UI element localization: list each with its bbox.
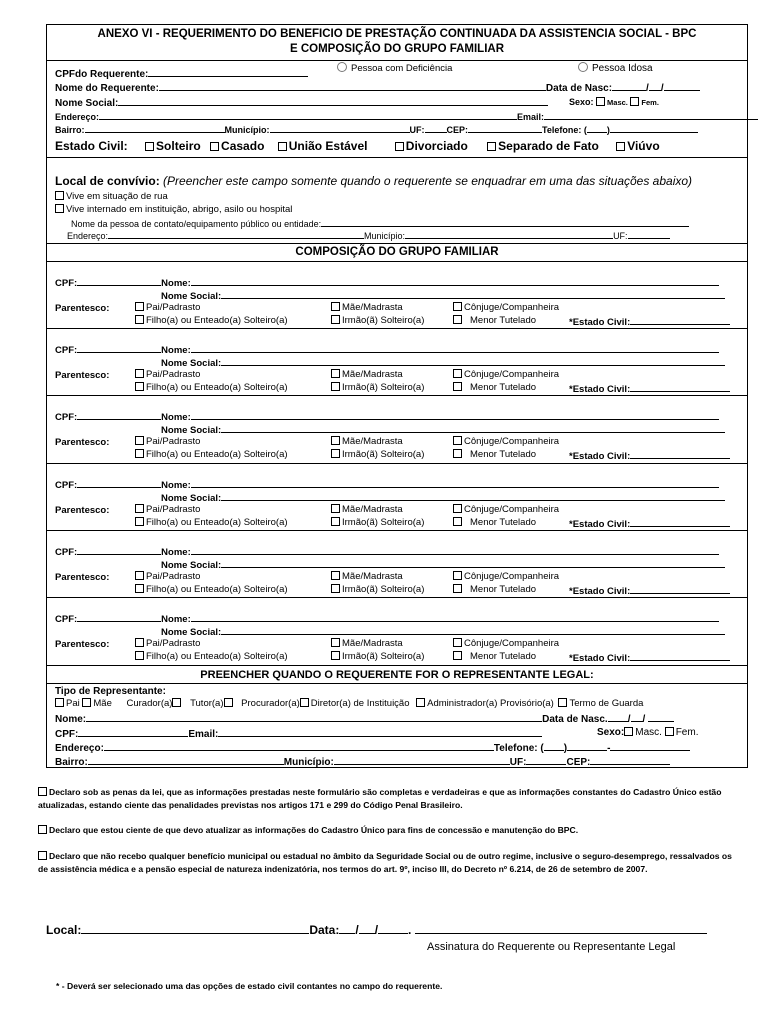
parentesco-filho-checkbox[interactable] bbox=[135, 517, 144, 526]
parentesco-irmao-label: Irmão(ã) Solteiro(a) bbox=[342, 449, 425, 460]
rep-nome-field[interactable] bbox=[86, 712, 542, 722]
data-mes[interactable] bbox=[359, 922, 375, 934]
estado-casado-checkbox[interactable] bbox=[210, 142, 219, 151]
tipo-procurador-label: Procurador(a) bbox=[241, 698, 300, 709]
contato-label: Nome da pessoa de contato/equipamento público ou entidade: bbox=[71, 219, 322, 229]
estado-divorciado-label: Divorciado bbox=[405, 139, 468, 153]
membro-nome-social-label: Nome Social: bbox=[161, 493, 222, 504]
requerente-section: CPFdo Requerente: Pessoa com Deficiência Pessoa Idosa Nome do Requerente: Data de Nasc: / / Nome Social: Sexo: Masc. Fem. Endereço: Email: Bairro: Município: UF: CEP: Telefone: ( ) Estado Civil: Solteiro Casado União Estável Divorciado Separado de Fato Viúvo bbox=[47, 60, 747, 158]
parentesco-pai-label: Pai/Padrasto bbox=[146, 369, 201, 380]
parentesco-pai-checkbox[interactable] bbox=[135, 436, 144, 445]
parentesco-irmao-label: Irmão(ã) Solteiro(a) bbox=[342, 651, 425, 662]
rep-fem-checkbox[interactable] bbox=[665, 727, 674, 736]
representante-title-bar bbox=[47, 665, 747, 684]
rep-nasc-ano[interactable] bbox=[648, 712, 674, 722]
familia-title: COMPOSIÇÃO DO GRUPO FAMILIAR bbox=[295, 246, 499, 258]
membro-cpf-label: CPF: bbox=[55, 614, 78, 625]
membro-nome-social-label: Nome Social: bbox=[161, 560, 222, 571]
data-ano[interactable] bbox=[378, 922, 408, 934]
declaracao-1-checkbox[interactable] bbox=[38, 787, 47, 796]
parentesco-mae-checkbox[interactable] bbox=[331, 302, 340, 311]
parentesco-conjuge-label: Cônjuge/Companheira bbox=[464, 504, 560, 515]
parentesco-menor-label: Menor Tutelado bbox=[470, 449, 537, 460]
membro-estado-civil-label: *Estado Civil: bbox=[569, 653, 631, 664]
vive-internado-checkbox[interactable] bbox=[55, 204, 64, 213]
rep-email-label: Email: bbox=[188, 729, 219, 740]
telefone-ddd[interactable] bbox=[587, 123, 607, 133]
parentesco-filho-label: Filho(a) ou Enteado(a) Solteiro(a) bbox=[146, 315, 288, 326]
nasc-dia[interactable] bbox=[612, 81, 646, 91]
convivio-uf-field[interactable] bbox=[628, 229, 670, 239]
tipo-curador-label: Curador(a) bbox=[126, 698, 173, 709]
parentesco-irmao-checkbox[interactable] bbox=[331, 382, 340, 391]
parentesco-menor-label: Menor Tutelado bbox=[470, 584, 537, 595]
tipo-guarda-label: Termo de Guarda bbox=[569, 698, 644, 709]
rep-cep-field[interactable] bbox=[590, 755, 670, 765]
tipo-curador-checkbox[interactable] bbox=[172, 698, 181, 707]
membro-nome-field[interactable] bbox=[191, 612, 719, 622]
convivio-uf-label: UF: bbox=[613, 231, 628, 241]
membro-parentesco-label: Parentesco: bbox=[55, 572, 110, 583]
rep-telefone-ddd[interactable] bbox=[544, 741, 564, 751]
membro-nome-label: Nome: bbox=[161, 480, 191, 491]
membro-nome-social-field[interactable] bbox=[221, 558, 725, 568]
estado-casado-label: Casado bbox=[221, 139, 265, 153]
parentesco-conjuge-checkbox[interactable] bbox=[453, 302, 462, 311]
municipio-label: Município: bbox=[224, 125, 270, 135]
data-dia[interactable] bbox=[339, 922, 355, 934]
membro-cpf-label: CPF: bbox=[55, 547, 78, 558]
declaracao-2-text: Declaro que estou ciente de que devo atualizar as informações do Cadastro Único para fins de concessão e manutenção do BPC. bbox=[49, 825, 579, 835]
representante-section: Tipo de Representante: Pai Mãe Curador(a) Tutor(a) Procurador(a) Diretor(a) de Instituição Administrador(a) Provisório(a) Termo de Guarda Nome: Data de Nasc. / / CPF: Email: Sexo: Masc. Fem. Endereço: Telefone: ( ) - Bairro: Município: UF: CEP: bbox=[47, 683, 747, 770]
membro-nome-social-label: Nome Social: bbox=[161, 425, 222, 436]
convivio-section bbox=[47, 157, 747, 244]
tipo-representante-options bbox=[55, 698, 643, 710]
contato-field[interactable] bbox=[321, 217, 689, 227]
email-field[interactable] bbox=[544, 110, 758, 120]
convivio-endereco-field[interactable] bbox=[108, 229, 364, 239]
rep-telefone-label: Telefone: ( bbox=[493, 743, 544, 754]
declaracao-2 bbox=[38, 824, 738, 837]
local-label: Local: bbox=[46, 923, 82, 937]
rep-endereco-label: Endereço: bbox=[55, 743, 104, 754]
membro-nome-social-field[interactable] bbox=[221, 289, 725, 299]
estado-divorciado-checkbox[interactable] bbox=[395, 142, 404, 151]
rep-uf-label: UF: bbox=[509, 757, 527, 768]
parentesco-mae-checkbox[interactable] bbox=[331, 504, 340, 513]
parentesco-pai-label: Pai/Padrasto bbox=[146, 504, 201, 515]
email-label: Email: bbox=[517, 112, 545, 122]
membro-cpf-label: CPF: bbox=[55, 345, 78, 356]
membro-nome-label: Nome: bbox=[161, 345, 191, 356]
parentesco-filho-label: Filho(a) ou Enteado(a) Solteiro(a) bbox=[146, 382, 288, 393]
parentesco-filho-checkbox[interactable] bbox=[135, 584, 144, 593]
tipo-tutor-label: Tutor(a) bbox=[190, 698, 224, 709]
convivio-instruction: (Preencher este campo somente quando o requerente se enquadrar em uma das situações abaixo) bbox=[163, 174, 693, 188]
tipo-representante-label: Tipo de Representante: bbox=[55, 686, 166, 697]
parentesco-menor-label: Menor Tutelado bbox=[470, 382, 537, 393]
rep-nome-label: Nome: bbox=[55, 714, 87, 725]
estado-solteiro-label: Solteiro bbox=[156, 139, 201, 153]
tipo-pai-checkbox[interactable] bbox=[55, 698, 64, 707]
membro-cpf-label: CPF: bbox=[55, 412, 78, 423]
nasc-ano[interactable] bbox=[664, 81, 700, 91]
tipo-procurador-checkbox[interactable] bbox=[300, 698, 309, 707]
parentesco-menor-checkbox[interactable] bbox=[453, 382, 462, 391]
parentesco-pai-checkbox[interactable] bbox=[135, 571, 144, 580]
parentesco-menor-label: Menor Tutelado bbox=[470, 651, 537, 662]
membro-nome-social-field[interactable] bbox=[221, 625, 725, 635]
parentesco-mae-label: Mãe/Madrasta bbox=[342, 638, 403, 649]
membro-estado-civil-label: *Estado Civil: bbox=[569, 586, 631, 597]
membro-nome-field[interactable] bbox=[191, 545, 719, 555]
rep-telefone-close: ) bbox=[563, 743, 568, 754]
nome-requerente-field[interactable] bbox=[159, 81, 546, 91]
estado-uniao-label: União Estável bbox=[288, 139, 368, 153]
membro-estado-civil-field[interactable] bbox=[630, 315, 730, 325]
parentesco-mae-label: Mãe/Madrasta bbox=[342, 571, 403, 582]
estado-viuvo-checkbox[interactable] bbox=[616, 142, 625, 151]
rep-sexo-label: Sexo: bbox=[597, 727, 625, 738]
rep-masc-label: Masc. bbox=[635, 727, 662, 738]
membro-cpf-label: CPF: bbox=[55, 480, 78, 491]
nome-requerente-label: Nome do Requerente: bbox=[55, 83, 159, 94]
rep-cep-label: CEP: bbox=[566, 757, 591, 768]
parentesco-menor-checkbox[interactable] bbox=[453, 517, 462, 526]
parentesco-mae-checkbox[interactable] bbox=[331, 436, 340, 445]
parentesco-conjuge-label: Cônjuge/Companheira bbox=[464, 571, 560, 582]
estado-civil-row bbox=[55, 139, 660, 153]
membro-nome-social-label: Nome Social: bbox=[161, 358, 222, 369]
parentesco-filho-label: Filho(a) ou Enteado(a) Solteiro(a) bbox=[146, 449, 288, 460]
estado-uniao-checkbox[interactable] bbox=[278, 142, 287, 151]
tipo-tutor-checkbox[interactable] bbox=[224, 698, 233, 707]
form-title-line2: E COMPOSIÇÃO DO GRUPO FAMILIAR bbox=[289, 43, 505, 55]
membro-parentesco-label: Parentesco: bbox=[55, 303, 110, 314]
bairro-field[interactable] bbox=[85, 123, 225, 133]
parentesco-menor-checkbox[interactable] bbox=[453, 449, 462, 458]
membro-cpf-label: CPF: bbox=[55, 278, 78, 289]
vive-rua-label: Vive em situação de rua bbox=[66, 191, 168, 202]
membro-estado-civil-field[interactable] bbox=[630, 651, 730, 661]
rep-telefone-part1[interactable] bbox=[567, 741, 607, 751]
representante-title: PREENCHER QUANDO O REQUERENTE FOR O REPRESENTANTE LEGAL: bbox=[200, 669, 594, 681]
membro-estado-civil-field[interactable] bbox=[630, 382, 730, 392]
sexo-fem-checkbox[interactable] bbox=[630, 97, 639, 106]
tipo-mae-label: Mãe bbox=[93, 698, 112, 709]
membro-estado-civil-field[interactable] bbox=[630, 449, 730, 459]
membro-nome-label: Nome: bbox=[161, 412, 191, 423]
parentesco-filho-checkbox[interactable] bbox=[135, 651, 144, 660]
parentesco-irmao-checkbox[interactable] bbox=[331, 449, 340, 458]
bairro-label: Bairro: bbox=[55, 125, 85, 135]
membro-nome-field[interactable] bbox=[191, 276, 719, 286]
estado-solteiro-checkbox[interactable] bbox=[145, 142, 154, 151]
membro-cpf-field[interactable] bbox=[77, 343, 161, 353]
nasc-label: Data de Nasc: bbox=[545, 83, 613, 94]
parentesco-pai-label: Pai/Padrasto bbox=[146, 571, 201, 582]
telefone-label: Telefone: ( bbox=[542, 125, 587, 135]
municipio-field[interactable] bbox=[270, 123, 410, 133]
parentesco-filho-checkbox[interactable] bbox=[135, 315, 144, 324]
declaracao-1 bbox=[38, 786, 738, 812]
nome-social-field[interactable] bbox=[118, 96, 548, 106]
nota-rodape: * - Deverá ser selecionado uma das opções de estado civil contantes no campo do requerente. bbox=[56, 981, 443, 991]
assinatura-field[interactable] bbox=[415, 922, 707, 934]
parentesco-mae-label: Mãe/Madrasta bbox=[342, 369, 403, 380]
parentesco-menor-checkbox[interactable] bbox=[453, 651, 462, 660]
familia-title-bar bbox=[47, 243, 747, 262]
parentesco-menor-label: Menor Tutelado bbox=[470, 517, 537, 528]
cep-label: CEP: bbox=[446, 125, 469, 135]
declaracao-3 bbox=[38, 850, 738, 876]
membro-cpf-field[interactable] bbox=[77, 545, 161, 555]
estado-separado-label: Separado de Fato bbox=[498, 139, 599, 153]
membro-nome-social-field[interactable] bbox=[221, 423, 725, 433]
membro-estado-civil-label: *Estado Civil: bbox=[569, 451, 631, 462]
parentesco-pai-label: Pai/Padrasto bbox=[146, 436, 201, 447]
local-data-row: Local: Data: / / . bbox=[46, 922, 707, 937]
membro-cpf-field[interactable] bbox=[77, 276, 161, 286]
endereco-label: Endereço: bbox=[55, 112, 100, 122]
membro-nome-social-field[interactable] bbox=[221, 491, 725, 501]
sexo-label: Sexo: bbox=[569, 97, 594, 107]
membro-nome-social-field[interactable] bbox=[221, 356, 725, 366]
rep-municipio-field[interactable] bbox=[334, 755, 510, 765]
local-field[interactable] bbox=[81, 922, 309, 934]
cep-field[interactable] bbox=[468, 123, 542, 133]
parentesco-menor-label: Menor Tutelado bbox=[470, 315, 537, 326]
uf-label: UF: bbox=[409, 125, 425, 135]
parentesco-filho-label: Filho(a) ou Enteado(a) Solteiro(a) bbox=[146, 584, 288, 595]
membro-cpf-field[interactable] bbox=[77, 410, 161, 420]
membro-familiar-1 bbox=[47, 261, 747, 329]
membro-estado-civil-label: *Estado Civil: bbox=[569, 317, 631, 328]
tipo-diretor-label: Diretor(a) de Instituição bbox=[310, 698, 410, 709]
rep-uf-field[interactable] bbox=[526, 755, 566, 765]
parentesco-irmao-label: Irmão(ã) Solteiro(a) bbox=[342, 584, 425, 595]
parentesco-mae-checkbox[interactable] bbox=[331, 638, 340, 647]
parentesco-pai-checkbox[interactable] bbox=[135, 504, 144, 513]
estado-viuvo-label: Viúvo bbox=[627, 139, 660, 153]
telefone-field[interactable] bbox=[610, 123, 698, 133]
parentesco-mae-checkbox[interactable] bbox=[331, 369, 340, 378]
membro-familiar-2 bbox=[47, 328, 747, 396]
nome-social-label: Nome Social: bbox=[55, 98, 119, 109]
membro-parentesco-label: Parentesco: bbox=[55, 505, 110, 516]
parentesco-filho-checkbox[interactable] bbox=[135, 382, 144, 391]
membro-cpf-field[interactable] bbox=[77, 612, 161, 622]
sexo-masc-checkbox[interactable] bbox=[596, 97, 605, 106]
form-title-line1: ANEXO VI - REQUERIMENTO DO BENEFICIO DE PRESTAÇÃO CONTINUADA DA ASSISTENCIA SOCIAL - BPC bbox=[97, 28, 697, 40]
membro-estado-civil-field[interactable] bbox=[630, 517, 730, 527]
parentesco-pai-checkbox[interactable] bbox=[135, 302, 144, 311]
parentesco-filho-checkbox[interactable] bbox=[135, 449, 144, 458]
idosa-label: Pessoa Idosa bbox=[592, 63, 653, 74]
membro-parentesco-label: Parentesco: bbox=[55, 437, 110, 448]
parentesco-pai-checkbox[interactable] bbox=[135, 369, 144, 378]
rep-endereco-field[interactable] bbox=[104, 741, 494, 751]
vive-rua-checkbox[interactable] bbox=[55, 191, 64, 200]
uf-field[interactable] bbox=[425, 123, 447, 133]
fem-label: Fem. bbox=[641, 98, 659, 107]
parentesco-conjuge-label: Cônjuge/Companheira bbox=[464, 369, 560, 380]
rep-bairro-field[interactable] bbox=[88, 755, 284, 765]
estado-separado-checkbox[interactable] bbox=[487, 142, 496, 151]
parentesco-conjuge-label: Cônjuge/Companheira bbox=[464, 302, 560, 313]
convivio-label: Local de convívio: bbox=[55, 174, 160, 188]
parentesco-conjuge-checkbox[interactable] bbox=[453, 436, 462, 445]
bpc-form bbox=[46, 24, 748, 768]
declaracao-3-text: Declaro que não recebo qualquer benefício municipal ou estadual no âmbito da Seguridade Social ou de outro regime, inclusive o seguro-desemprego, ressalvados os de assistência médica e a pensão especial de natureza indenizatória, nos termos do art. 9º, inciso III, do Decreto nº 6.214, de 26 de setembro de 2007. bbox=[38, 851, 732, 874]
membro-cpf-field[interactable] bbox=[77, 478, 161, 488]
parentesco-filho-label: Filho(a) ou Enteado(a) Solteiro(a) bbox=[146, 651, 288, 662]
parentesco-mae-label: Mãe/Madrasta bbox=[342, 504, 403, 515]
vive-internado-label: Vive internado em instituição, abrigo, asilo ou hospital bbox=[66, 204, 293, 215]
parentesco-pai-label: Pai/Padrasto bbox=[146, 302, 201, 313]
nasc-mes[interactable] bbox=[649, 81, 661, 91]
rep-municipio-label: Município: bbox=[283, 757, 334, 768]
rep-nasc-mes[interactable] bbox=[631, 712, 643, 722]
tipo-mae-checkbox[interactable] bbox=[82, 698, 91, 707]
declaracao-3-checkbox[interactable] bbox=[38, 851, 47, 860]
parentesco-menor-checkbox[interactable] bbox=[453, 315, 462, 324]
estado-civil-label: Estado Civil: bbox=[55, 139, 128, 153]
tipo-guarda-checkbox[interactable] bbox=[558, 698, 567, 707]
convivio-municipio-label: Município: bbox=[364, 231, 406, 241]
rep-telefone-part2[interactable] bbox=[610, 741, 690, 751]
tipo-pai-label: Pai bbox=[66, 698, 80, 709]
assinatura-label: Assinatura do Requerente ou Representante Legal bbox=[427, 941, 676, 953]
membro-nome-label: Nome: bbox=[161, 547, 191, 558]
parentesco-conjuge-checkbox[interactable] bbox=[453, 504, 462, 513]
endereco-field[interactable] bbox=[99, 110, 517, 120]
parentesco-filho-label: Filho(a) ou Enteado(a) Solteiro(a) bbox=[146, 517, 288, 528]
deficiencia-label: Pessoa com Deficiência bbox=[351, 63, 453, 74]
masc-label: Masc. bbox=[607, 98, 628, 107]
rep-nasc-dia[interactable] bbox=[608, 712, 628, 722]
membro-nome-field[interactable] bbox=[191, 478, 719, 488]
rep-fem-label: Fem. bbox=[675, 727, 699, 738]
parentesco-irmao-checkbox[interactable] bbox=[331, 315, 340, 324]
parentesco-pai-checkbox[interactable] bbox=[135, 638, 144, 647]
declaracao-2-checkbox[interactable] bbox=[38, 825, 47, 834]
parentesco-irmao-label: Irmão(ã) Solteiro(a) bbox=[342, 315, 425, 326]
membro-parentesco-label: Parentesco: bbox=[55, 370, 110, 381]
rep-nasc-label: Data de Nasc. bbox=[542, 714, 608, 725]
parentesco-conjuge-checkbox[interactable] bbox=[453, 571, 462, 580]
convivio-municipio-field[interactable] bbox=[405, 229, 613, 239]
deficiencia-radio[interactable] bbox=[337, 62, 347, 72]
parentesco-irmao-label: Irmão(ã) Solteiro(a) bbox=[342, 517, 425, 528]
idosa-radio[interactable] bbox=[578, 62, 588, 72]
telefone-close: ) bbox=[606, 125, 610, 135]
cpf-requerente-label: CPFdo Requerente: bbox=[55, 69, 149, 80]
membro-nome-label: Nome: bbox=[161, 614, 191, 625]
parentesco-pai-label: Pai/Padrasto bbox=[146, 638, 201, 649]
parentesco-mae-checkbox[interactable] bbox=[331, 571, 340, 580]
membro-nome-social-label: Nome Social: bbox=[161, 291, 222, 302]
parentesco-irmao-checkbox[interactable] bbox=[331, 651, 340, 660]
parentesco-irmao-checkbox[interactable] bbox=[331, 584, 340, 593]
parentesco-conjuge-label: Cônjuge/Companheira bbox=[464, 638, 560, 649]
parentesco-mae-label: Mãe/Madrasta bbox=[342, 436, 403, 447]
membro-estado-civil-label: *Estado Civil: bbox=[569, 384, 631, 395]
membro-estado-civil-label: *Estado Civil: bbox=[569, 519, 631, 530]
parentesco-conjuge-label: Cônjuge/Companheira bbox=[464, 436, 560, 447]
rep-cpf-label: CPF: bbox=[55, 729, 79, 740]
membro-familiar-5 bbox=[47, 530, 747, 598]
parentesco-conjuge-checkbox[interactable] bbox=[453, 369, 462, 378]
membro-familiar-6 bbox=[47, 597, 747, 666]
membro-nome-field[interactable] bbox=[191, 410, 719, 420]
cpf-requerente-field[interactable] bbox=[148, 67, 308, 77]
convivio-endereco-label: Endereço: bbox=[67, 231, 109, 241]
declaracao-1-text: Declaro sob as penas da lei, que as informações prestadas neste formulário são completas e verdadeiras e que as informações constantes do Cadastro Único estão atualizadas, estando ciente das penalidades previstas nos artigos 171 e 299 do Código Penal Brasileiro. bbox=[38, 787, 722, 810]
rep-masc-checkbox[interactable] bbox=[624, 727, 633, 736]
membro-familiar-3 bbox=[47, 395, 747, 463]
tipo-administrador-checkbox[interactable] bbox=[416, 698, 425, 707]
membro-nome-field[interactable] bbox=[191, 343, 719, 353]
membro-parentesco-label: Parentesco: bbox=[55, 639, 110, 650]
parentesco-irmao-checkbox[interactable] bbox=[331, 517, 340, 526]
data-label: Data: bbox=[309, 923, 340, 937]
rep-bairro-label: Bairro: bbox=[55, 757, 88, 768]
parentesco-conjuge-checkbox[interactable] bbox=[453, 638, 462, 647]
parentesco-mae-label: Mãe/Madrasta bbox=[342, 302, 403, 313]
membro-familiar-4 bbox=[47, 463, 747, 531]
membro-nome-social-label: Nome Social: bbox=[161, 627, 222, 638]
rep-email-field[interactable] bbox=[218, 727, 542, 737]
parentesco-menor-checkbox[interactable] bbox=[453, 584, 462, 593]
tipo-administrador-label: Administrador(a) Provisório(a) bbox=[427, 698, 554, 709]
membro-nome-label: Nome: bbox=[161, 278, 191, 289]
parentesco-irmao-label: Irmão(ã) Solteiro(a) bbox=[342, 382, 425, 393]
membro-estado-civil-field[interactable] bbox=[630, 584, 730, 594]
rep-cpf-field[interactable] bbox=[78, 727, 188, 737]
